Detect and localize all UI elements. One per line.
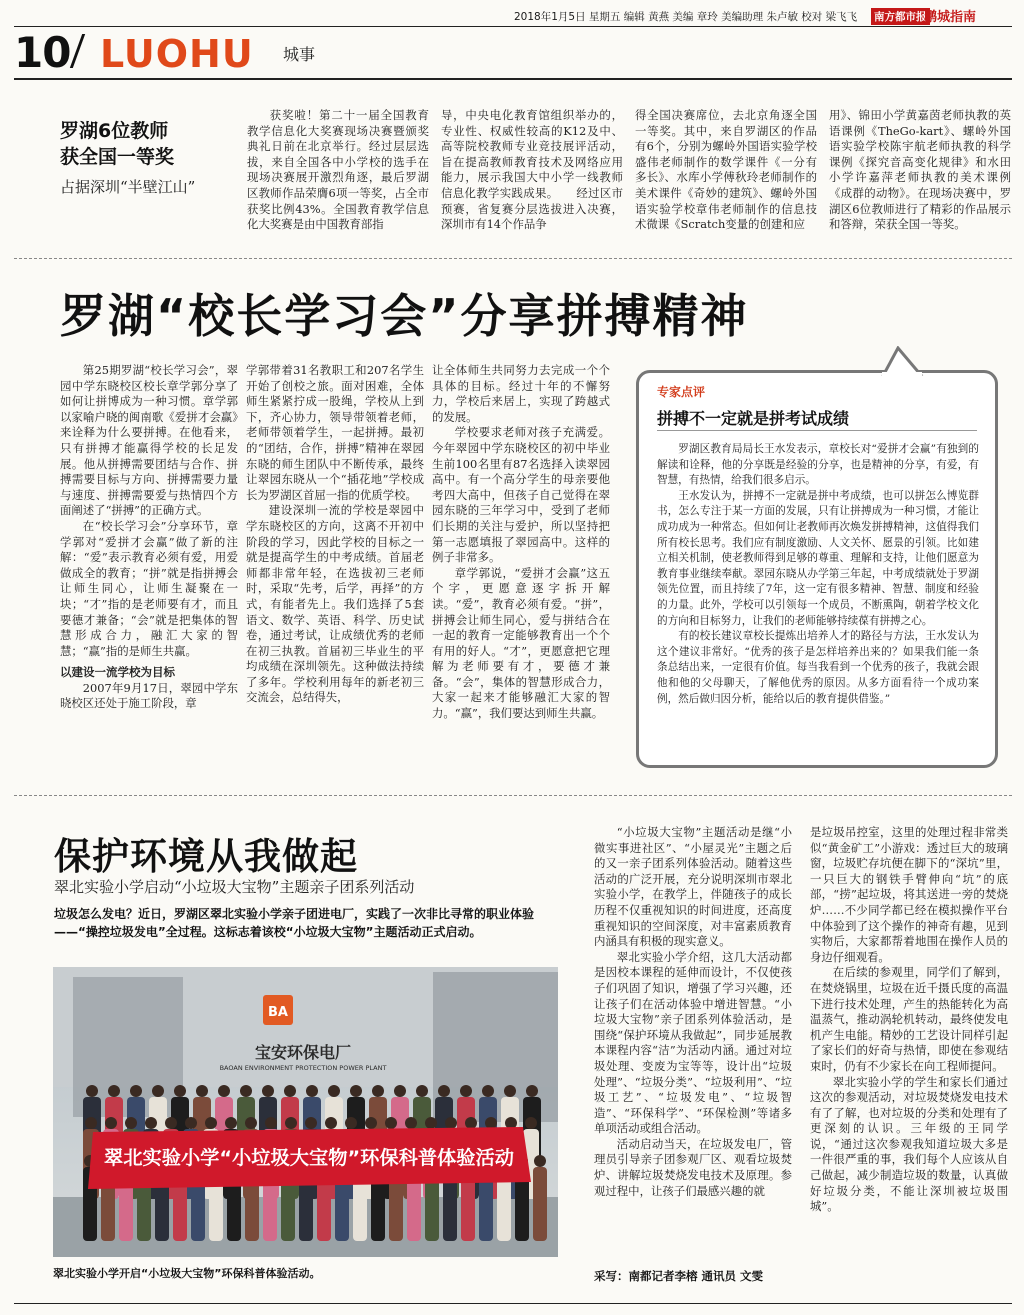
article1-column: [635, 108, 817, 243]
page-number: 10: [14, 28, 71, 77]
article2-paragraph: 章学郭说，“爱拼才会赢”这五个字，更愿意逐字拆开解读。“爱”，教育必须有爱。“拼”，拼搏会让师生同心，爱与拼结合在一起的教育一定能够教育出一个个有用的好人。“才”，更愿意把它理解为老师要有才，要德才兼备。“会”，集体的智慧形成合力，大家一起来才能够融汇大家的智力。“赢”，我们要达到师生共赢。: [432, 565, 610, 721]
section-title: LUOHU: [100, 32, 254, 76]
article2-paragraph: 学郭带着31名教职工和207名学生开始了创校之旅。面对困难，全体师生紧紧拧成一股绳，学校从上到下，齐心协力，领导带领着老师，老师带领着学生，一起拼搏。最初的“团结，合作，拼搏”精神在翠园东晓的师生团队中不断传承，最终让翠园东晓从一个“插花地”学校成长为罗湖区首屈一指的优质学校。: [246, 363, 424, 502]
section-divider: [14, 795, 1012, 796]
article1-column: [829, 108, 1011, 243]
article3-lead: 垃圾怎么发电？近日，罗湖区翠北实验小学亲子团进电厂，实践了一次非比寻常的职业体验——“操控垃圾发电”全过程。这标志着该校“小垃圾大宝物”主题活动正式启动。: [54, 907, 535, 939]
article2-column: [246, 363, 424, 768]
article1-subtitle: 占据深圳“半壁江山”: [60, 178, 196, 196]
event-photo: [53, 967, 558, 1257]
article3-paragraph: 是垃圾吊控室，这里的处理过程非常类似“黄金矿工”小游戏：透过巨大的玻璃窗，垃圾贮存坑便在脚下的“深坑”里，一只巨大的钢铁手臂伸向“坑”的底部，“捞”起垃圾，将其送进一旁的焚烧炉……不少同学都已经在模拟操作平台中体验到了这个操作的神奇有趣，见到实物后，大家都帮着地围在操作人员的身边仔细观看。: [810, 825, 1008, 964]
article3-headline: 保护环境从我做起: [54, 835, 358, 878]
article2-subhead: 以建设一流学校为目标: [60, 665, 175, 680]
article3-column: [810, 825, 1008, 1243]
expert-paragraph: 罗湖区教育局局长王水发表示，章校长对“爱拼才会赢”有独到的解读和诠释，他的分享既是经验的分享，也是精神的分享，有爱，有智慧，有热情，给我们很多启示。: [657, 443, 979, 487]
expert-paragraph: 王水发认为，拼搏不一定就是拼中考成绩，也可以拼怎么博览群书，怎么专注于某一方面的发展，只有让拼搏成为一种习惯，才能让成功成为一种常态。但如何让老教师再次焕发拼搏精神，这值得我们所有校长思考。我们应有制度激励、人文关怀、愿景的引领。比如建立相关机制，使老教师得到足够的尊重、理解和支持，让他们愿意为教育事业继续奉献。翠园东晓从办学第三年起，中考成绩就处于罗湖领先位置，而且持续了7年，这一定有很多精神、智慧、制度和经验的力量。此外，学校可以引领每一个成员，不断熏陶，朝着学校文化的方向和目标努力，让我们的老师能够持续葆有拼搏之心。: [657, 489, 979, 627]
article1-text: 获奖啦！第二十一届全国教育教学信息化大奖赛现场决赛暨颁奖典礼日前在北京举行。经过层层选拔，来自全国各中小学校的选手在现场决赛展开激烈角逐，最后罗湖区教师作品荣膺6项一等奖，占全市获奖比例43%。全国教育教学信息化大奖赛是由中国教育部指: [247, 108, 429, 232]
event-banner: 翠北实验小学“小垃圾大宝物”环保科普体验活动: [104, 1147, 509, 1169]
article2-paragraph: 学校要求老师对孩子充满爱。今年翠园中学东晓校区的初中毕业生前100名里有87名选择入读翠园高中。有一个高分学生的母亲要他考四大高中，但孩子自己觉得在翠园东晓的三年学习中，受到了老师们长期的关注与爱护，所以坚持把第一志愿填报了翠园高中。这样的例子非常多。: [432, 425, 610, 565]
speech-bubble-tail-icon: [880, 346, 924, 376]
header-rule: [14, 78, 1012, 80]
article1-text: 导，中央电化教育馆组织举办的，专业性、权威性较高的K12及中、高等院校教师专业竞技展评活动，旨在提高教师教育技术及网络应用能力，展示我国大中小学一线教师信息化教学实践成果。 经过区市预赛，省复赛分层选拔进入决赛，深圳市有14个作品争: [441, 108, 623, 232]
plant-sign-sub: BAOAN ENVIRONMENT PROTECTION POWER PLANT: [219, 1064, 387, 1072]
article1-text: 得全国决赛席位，去北京角逐全国一等奖。其中，来自罗湖区的作品有6个，分别为螺岭外国语实验学校盛伟老师制作的数学课件《一分有多长》、水库小学傅秋玲老师制作的美术课件《奇妙的建筑》、螺岭外国语实验学校章伟老师制作的信息技术微课《Scratch变量的创建和应: [635, 108, 817, 232]
article2-paragraph: 2007年9月17日，翠园中学东晓校区还处于施工阶段，章: [60, 680, 238, 711]
article2-column: [432, 363, 610, 768]
article1-column: [247, 108, 429, 243]
article2-paragraph: 第25期罗湖“校长学习会”，翠园中学东晓校区校长章学郭分享了如何让拼博成为一种习惯。章学郭以家喻户晓的闽南歌《爱拼才会赢》来诠释为什么要拼搏。在他看来，只有拼搏才能赢得学校的长足发展。他从拼搏需要团结与合作、拼搏需要目标与方向、拼搏需要力量与速度、拼搏需要爱与热情四个方面阐述了“拼搏”的正确方式。: [60, 363, 238, 518]
article3-paragraph: 翠北实验小学的学生和家长们通过这次的参观活动，对垃圾焚烧发电技术有了了解，也对垃圾的分类和处理有了更深刻的认识。三年级的王同学说，“通过这次参观我知道垃圾大多是一件很严重的事，我们每个人应该从自己做起，减少制造垃圾的数量，认真做好垃圾分类，不能让深圳被垃圾围城”。: [810, 1074, 1008, 1214]
article2-paragraph: 让全体师生共同努力去完成一个个具体的目标。经过十年的不懈努力，学校后来居上，实现了跨越式的发展。: [432, 363, 610, 424]
expert-paragraph: 有的校长建议章校长提炼出培养人才的路径与方法，王水发认为这个建议非常好。“优秀的孩子是怎样培养出来的？如果我们能一条条总结出来，一定很有价值。每当我看到一个优秀的孩子，我就会跟他和他的父母聊天，了解他优秀的原因。从多方面看待一个成功案例，然后做归因分析，能给以后的教育提供借鉴。”: [657, 630, 979, 705]
newspaper-logo: 南方都市报: [871, 8, 930, 25]
article3-paragraph: 翠北实验小学介绍，这几大活动都是因校本课程的延伸而设计，不仅使孩子们巩固了知识，增强了学习兴趣，还让孩子们在活动体验中增进智慧。“小垃圾大宝物”亲子团系列体验活动，是围绕“保护环境从我做起”，同步延展教本课程内容“洁”为活动内涵。通过对垃圾处理、变废为宝等等，设计出“垃圾处理”、“垃圾分类”、“垃圾利用”、“垃圾工艺”、“垃圾发电”、“垃圾智造”、“环保科学”、“环保检测”等诸多单项活动或组合活动。: [594, 949, 792, 1136]
expert-title: 拼搏不一定就是拼考试成绩: [657, 409, 850, 428]
expert-divider: [657, 430, 977, 431]
article1-title-line2: 获全国一等奖: [60, 146, 175, 168]
bottom-rule: [14, 1303, 1012, 1304]
expert-body: [657, 442, 979, 760]
byline: 采写：南都记者李榕 通讯员 文雯: [594, 1269, 764, 1283]
article2-headline: 罗湖“校长学习会”分享拼搏精神: [60, 289, 749, 343]
svg-text:BA: BA: [268, 1005, 288, 1020]
article1-column: [441, 108, 623, 243]
sub-section-title: 城事: [283, 45, 316, 64]
plant-sign: 宝安环保电厂: [254, 1043, 352, 1062]
article2-paragraph: 建设深圳一流的学校是翠园中学东晓校区的方向，这离不开初中阶段的学习，因此学校的目标之一就是提高学生的中考成绩。首届老师都非常年轻，在选拔初三老师时，采取“先考，后学，再择”的方式，有能者先上。我们选择了5套语文、数学、英语、科学、历史试卷，通过考试，让成绩优秀的老师在初三执教。首届初三毕业生的平均成绩在深圳领先。这种做法持续了多年。学校利用每年的新老初三交流会，总结得失，: [246, 503, 424, 705]
article1-text: 用》、锦田小学黄嘉茵老师执教的英语课例《TheGo-kart》、螺岭外国语实验学校陈宇航老师执教的科学课例《探究音高变化规律》和水田小学许嘉萍老师执教的美术课例《成群的动物》。在现场决赛中，罗湖区6位教师进行了精彩的作品展示和答辩，荣获全国一等奖。: [829, 108, 1011, 232]
article3-column: [594, 825, 792, 1243]
masthead-info: 2018年1月5日 星期五 编辑 黄燕 美编 章玲 美编助理 朱卢敏 校对 梁飞飞: [514, 11, 858, 23]
article2-paragraph: 在“校长学习会”分享环节，章学郭对“爱拼才会赢”做了新的注解：“爱”表示教育必须有爱，用爱做成全的教育；“拼”就是指拼搏会让师生同心，让师生凝聚在一块；“才”指的是老师要有才，而且要德才兼备；“会”就是把集体的智慧形成合力，融汇大家的智慧；“赢”指的是师生共赢。: [60, 518, 238, 658]
article1-title: [60, 118, 174, 170]
article3-paragraph: 活动启动当天，在垃圾发电厂，管理员引导亲子团参观厂区、观看垃圾焚炉、讲解垃圾焚烧发电技术及原理。参观过程中，让孩子们最感兴趣的就: [594, 1136, 792, 1198]
app-logo: 鹏城指南: [924, 10, 977, 25]
article1-title-line1: 罗湖6位教师: [60, 120, 169, 142]
article3-paragraph: 在后续的参观里，同学们了解到，在焚烧锅里，垃圾在近千摄氏度的高温下进行技术处理，产生的热能转化为高温蒸气，推动涡轮机转动，最终使发电机产生电能。精妙的工艺设计同样引起了家长们的好奇与热情，即使在参观结束时，仍有不少家长在向工程师提问。: [810, 965, 1008, 1073]
article3-subtitle: 翠北实验小学启动“小垃圾大宝物”主题亲子团系列活动: [54, 878, 415, 896]
photo-caption: 翠北实验小学开启“小垃圾大宝物”环保科普体验活动。: [53, 1267, 321, 1280]
slash-divider: [70, 34, 85, 68]
expert-label: 专家点评: [657, 385, 706, 399]
section-divider: [14, 258, 1012, 259]
article2-column: [60, 363, 238, 768]
article3-paragraph: “小垃圾大宝物”主题活动是继“小微实事进社区”、“小屋灵光”主题之后的又一亲子团系列体验活动。随着这些活动的广泛开展，充分说明深圳市翠北实验小学，在教学上，伴随孩子的成长历程不仅重视知识的时间进度，还高度重视知识的空间深度，对丰富素质教育内涵具有积极的现实意义。: [594, 825, 792, 949]
top-rule: [14, 26, 1012, 27]
